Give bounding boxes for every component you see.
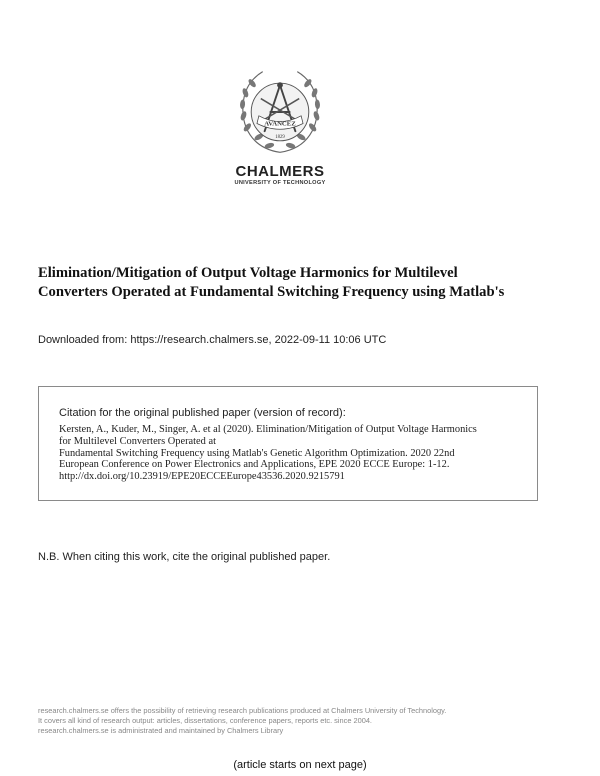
- chalmers-tagline: UNIVERSITY OF TECHNOLOGY: [234, 180, 326, 186]
- citation-line: European Conference on Power Electronics and Applications, EPE 2020 ECCE Europe: 1-12.: [59, 459, 450, 471]
- chalmers-wordmark: CHALMERS: [235, 163, 325, 180]
- citation-line: Fundamental Switching Frequency using Matlab's Genetic Algorithm Optimization. 2020 22nd: [59, 447, 455, 459]
- citation-box: [38, 386, 538, 501]
- downloaded-from: [38, 334, 386, 346]
- citation-doi-link[interactable]: http://dx.doi.org/10.23919/EPE20ECCEEurope43536.2020.9215791: [59, 471, 345, 483]
- paper-title-line: Converters Operated at Fundamental Switching Frequency using Matlab's: [38, 284, 505, 300]
- chalmers-seal-logo: [232, 64, 328, 160]
- article-starts-note: (article starts on next page): [233, 759, 367, 771]
- citation-heading: Citation for the original published paper (version of record):: [59, 407, 346, 419]
- footer-line: It covers all kind of research output: articles, dissertations, conference papers, reports etc. since 2004.: [38, 716, 372, 725]
- citation-line: for Multilevel Converters Operated at: [59, 435, 216, 447]
- downloaded-value[interactable]: https://research.chalmers.se, 2022-09-11 10:06 UTC: [130, 334, 387, 346]
- footer-notice: [38, 706, 446, 736]
- seal-year: 1829: [275, 134, 285, 140]
- citation-text: [59, 424, 477, 483]
- footer-line: research.chalmers.se is administrated and maintained by Chalmers Library: [38, 726, 284, 735]
- downloaded-label: Downloaded from:: [38, 334, 128, 346]
- nb-note: N.B. When citing this work, cite the original published paper.: [38, 551, 331, 563]
- footer-line: research.chalmers.se offers the possibility of retrieving research publications produced at Chalmers University of Technology.: [38, 706, 447, 715]
- paper-title: [38, 264, 568, 302]
- seal-motto: AVANCEZ: [264, 120, 296, 128]
- paper-title-line: Elimination/Mitigation of Output Voltage Harmonics for Multilevel: [38, 265, 458, 281]
- citation-line: Kersten, A., Kuder, M., Singer, A. et al (2020). Elimination/Mitigation of Output Voltage Harmonics: [59, 424, 477, 435]
